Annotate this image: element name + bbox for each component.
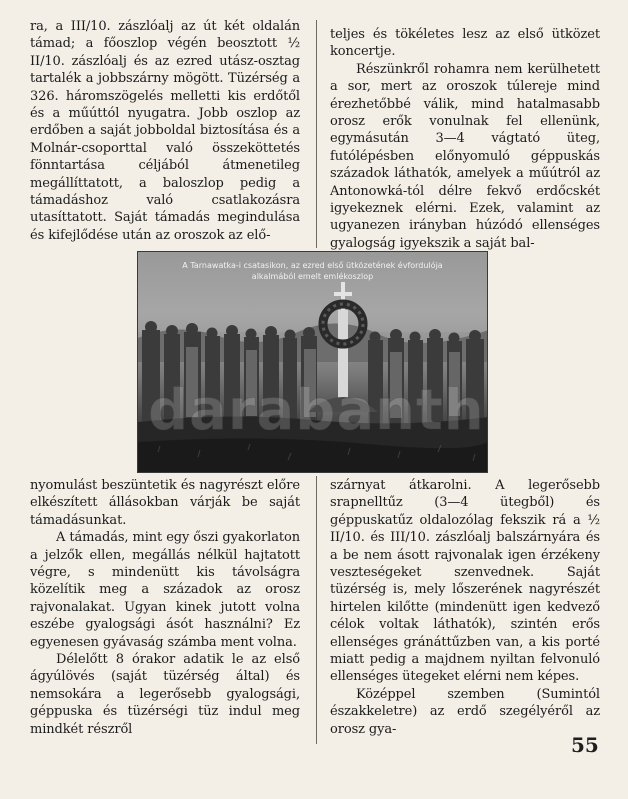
paragraph: Részünkről rohamra nem kerülhetett a sor, mert az oroszok túlereje mind érezhetőbbé válik, mind hatalmasabb orosz erők vonulnak fel ellenünk, egymásután 3—4 vágtató üteg, futólépésben előnyomuló géppuskás századok láthatók, amelyek a műútról az Antonowká-tól délre fekvő erdőcskét igyekeznek elérni. Ezek, valamint az ugyanezen irányban húzódó ellenséges gyalogság igyekszik a saját bal- [330, 61, 600, 251]
paragraph: ra, a III/10. zászlóalj az út két oldalán támad; a főoszlop végén beosztott ½ II/10. zászlóalj és az ezred utász-osztag tartalék a jobbszárny mögött. Tüzérség a 326. háromszögelés melletti kis erdőtől és a műúttól nyugatra. Jobb oszlop az erdőben a saját jobboldal biztosítása és a Molnár-csoporttal való összeköttetés fönntartása céljából átmenetileg megállíttatott, a baloszlop pedig a támadáshoz való csatlakozásra utasíttatott. Saját támadás megindulása és kifejlődése után az oroszok az elő- [30, 19, 300, 243]
column-divider-top [316, 20, 317, 248]
text-column-bottom-right [330, 477, 600, 738]
paragraph: A támadás, mint egy őszi gyakorlaton a jelzők ellen, megállás nélkül hajtatott végre, s mindenütt kis távolságra közelítik meg a századok az orosz rajvonalakat. Ugyan kinek jutott volna eszébe gyalogsági ásót használni? Ez egyenesen gyávaság számba ment volna. [30, 530, 300, 650]
page-number: 55 [571, 733, 599, 757]
paragraph: nyomulást beszüntetik és nagyrészt előre elkészített állásokban várják be saját támadásunkat. [30, 478, 300, 528]
column-divider-bottom [316, 476, 317, 744]
memorial-photo [137, 251, 488, 473]
paragraph: Délelőtt 8 órakor adatik le az első ágyúlövés (saját tüzérség által) és nemsokára a legerősebb gyalogsági, géppuska és tüzérségi tüz indul meg mindkét részről [30, 652, 300, 737]
photo-scene [138, 252, 488, 473]
paragraph: teljes és tökéletes lesz az első ütközet koncertje. [330, 27, 600, 60]
text-column-top-right [330, 26, 600, 252]
text-column-bottom-left [30, 477, 300, 738]
paragraph: szárnyat átkarolni. A legerősebb srapnelltűz (3—4 ütegből) és géppuskatűz oldalozólag fekszik rá a ½ II/10. és III/10. zászlóalj balszárnyára és a be nem ásott rajvonalak igen érzékeny veszteségeket szenvednek. Saját tüzérség is, mely lőszerének nagyrészét hirtelen kilőtte (mindenütt igen kedvező célok voltak láthatók), szintén erős ellenséges gránáttűzben van, a kis porté miatt pedig a majdnem nyiltan felvonuló ellenséges ütegeket elérni nem képes. [330, 478, 600, 685]
paragraph: Középpel szemben (Sumintól északkeletre) az erdő szegélyéről az orosz gya- [330, 686, 600, 737]
photo-caption: A Tarnawatka-i csatasikon, az ezred első ütközetének évfordulója alkalmából emelt emlékoszlop [182, 261, 443, 281]
text-column-top-left [30, 18, 300, 244]
